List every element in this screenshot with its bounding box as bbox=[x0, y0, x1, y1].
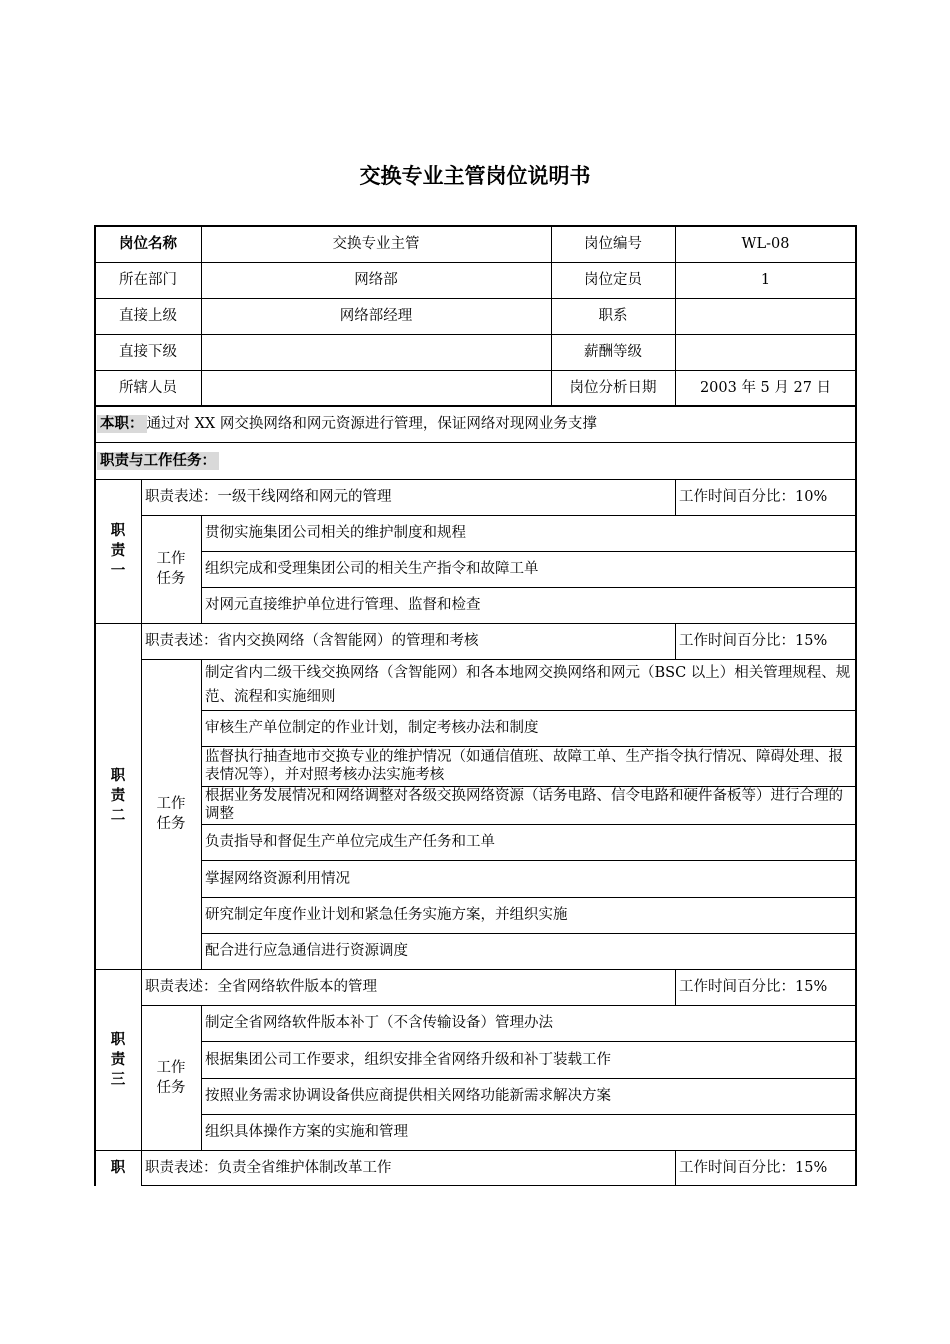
grid-line bbox=[95, 1150, 856, 1151]
duty-2-task-label: 工作 任务 bbox=[156, 796, 186, 832]
duty-3-task-2: 根据集团公司工作要求，组织安排全省网络升级和补丁装载工作 bbox=[205, 1051, 611, 1068]
duty-4-pct: 工作时间百分比：15% bbox=[679, 1160, 828, 1176]
series-label: 职系 bbox=[598, 308, 628, 324]
staff-value bbox=[201, 370, 551, 406]
analysis-date-label: 岗位分析日期 bbox=[569, 380, 657, 396]
subordinate-value bbox=[201, 334, 551, 370]
duty-2-label: 职 责 二 bbox=[110, 768, 126, 824]
duty-1-task-2: 组织完成和受理集团公司的相关生产指令和故障工单 bbox=[205, 561, 539, 577]
grid-line bbox=[201, 746, 856, 747]
grid-line bbox=[201, 1114, 856, 1115]
duty-2-task-4: 根据业务发展情况和网络调整对各级交换网络资源（话务电路、信令电路和硬件备板等）进行合理的调整 bbox=[205, 788, 843, 822]
job-code-label: 岗位编号 bbox=[584, 236, 642, 252]
page-title: 交换专业主管岗位说明书 bbox=[359, 164, 591, 188]
grid-line bbox=[141, 515, 856, 516]
grid-line bbox=[201, 1041, 856, 1042]
table-border-top bbox=[94, 225, 857, 227]
duties-header-row bbox=[95, 443, 856, 479]
duty-1-label: 职 责 一 bbox=[110, 523, 126, 579]
duty-3-desc: 职责表述：全省网络软件版本的管理 bbox=[145, 979, 377, 995]
duty-2-task-8: 配合进行应急通信进行资源调度 bbox=[205, 943, 408, 959]
grid-line bbox=[675, 623, 676, 659]
grid-line bbox=[201, 551, 856, 552]
grid-line bbox=[675, 226, 676, 406]
grid-line bbox=[95, 479, 856, 480]
grid-line bbox=[551, 226, 552, 406]
grid-line bbox=[201, 933, 856, 934]
analysis-date-value: 2003 年 5 月 27 日 bbox=[699, 380, 832, 396]
duty-2-desc: 职责表述：省内交换网络（含智能网）的管理和考核 bbox=[145, 633, 479, 649]
superior-label: 直接上级 bbox=[119, 308, 177, 324]
grid-line bbox=[95, 969, 856, 970]
pay-grade-value bbox=[675, 334, 856, 370]
duty-4-desc: 职责表述：负责全省维护体制改革工作 bbox=[145, 1160, 392, 1176]
grid-line bbox=[201, 587, 856, 588]
grid-line bbox=[141, 479, 142, 1186]
grid-line bbox=[95, 370, 856, 371]
grid-line bbox=[141, 1005, 856, 1006]
summary-row bbox=[95, 406, 856, 442]
duty-1-task-label: 工作 任务 bbox=[156, 551, 186, 587]
duty-3-task-3: 按照业务需求协调设备供应商提供相关网络功能新需求解决方案 bbox=[205, 1088, 611, 1104]
duty-4-label: 职 bbox=[110, 1160, 126, 1176]
series-value bbox=[675, 298, 856, 334]
dept-label: 所在部门 bbox=[119, 272, 177, 288]
duties-header: 职责与工作任务： bbox=[97, 452, 219, 470]
grid-line bbox=[141, 659, 856, 660]
headcount-value: 1 bbox=[760, 272, 771, 288]
grid-line bbox=[201, 515, 202, 623]
grid-line bbox=[201, 824, 856, 825]
dept-value: 网络部 bbox=[354, 272, 398, 288]
grid-line bbox=[95, 262, 856, 263]
grid-line bbox=[201, 659, 202, 969]
pay-grade-label: 薪酬等级 bbox=[584, 344, 642, 360]
job-name-value: 交换专业主管 bbox=[332, 236, 420, 252]
grid-line bbox=[675, 1150, 676, 1186]
duty-2-task-3: 监督执行抽查地市交换专业的维护情况（如通信值班、故障工单、生产指令执行情况、障碍处理、报表情况等），并对照考核办法实施考核 bbox=[205, 749, 843, 783]
grid-line bbox=[201, 226, 202, 406]
duty-1-task-1: 贯彻实施集团公司相关的维护制度和规程 bbox=[205, 525, 466, 541]
grid-line bbox=[95, 405, 856, 407]
duty-2-pct: 工作时间百分比：15% bbox=[679, 633, 828, 649]
duty-3-task-4: 组织具体操作方案的实施和管理 bbox=[205, 1124, 408, 1140]
grid-line bbox=[201, 860, 856, 861]
duty-2-task-1: 制定省内二级干线交换网络（含智能网）和各本地网交换网络和网元（BSC 以上）相关管理规程、规范、流程和实施细则 bbox=[205, 665, 851, 705]
duty-1-task-3: 对网元直接维护单位进行管理、监督和检查 bbox=[205, 597, 481, 613]
grid-line bbox=[95, 442, 856, 443]
grid-line bbox=[675, 479, 676, 515]
summary-label: 本职： bbox=[97, 415, 147, 433]
summary-text: 通过对 XX 网交换网络和网元资源进行管理，保证网络对现网业务支撑 bbox=[146, 416, 597, 432]
duty-3-label: 职 责 三 bbox=[110, 1031, 126, 1088]
grid-line bbox=[95, 334, 856, 335]
headcount-label: 岗位定员 bbox=[584, 272, 642, 288]
subordinate-label: 直接下级 bbox=[119, 344, 177, 360]
duty-3-task-label: 工作 任务 bbox=[156, 1059, 186, 1096]
duty-3-task-1: 制定全省网络软件版本补丁（不含传输设备）管理办法 bbox=[205, 1015, 553, 1031]
duty-1-desc: 职责表述：一级干线网络和网元的管理 bbox=[145, 489, 392, 505]
job-code-value: WL-08 bbox=[741, 236, 790, 252]
grid-line bbox=[95, 298, 856, 299]
grid-line bbox=[201, 710, 856, 711]
superior-value: 网络部经理 bbox=[339, 308, 413, 324]
duty-2-task-6: 掌握网络资源利用情况 bbox=[205, 870, 350, 887]
duty-1-pct: 工作时间百分比：10% bbox=[679, 489, 828, 505]
grid-line bbox=[201, 897, 856, 898]
duty-2-task-7: 研究制定年度作业计划和紧急任务实施方案，并组织实施 bbox=[205, 907, 568, 923]
grid-line bbox=[141, 1185, 856, 1186]
duty-2-task-5: 负责指导和督促生产单位完成生产任务和工单 bbox=[205, 834, 495, 850]
job-name-label: 岗位名称 bbox=[119, 236, 177, 252]
duty-2-task-2: 审核生产单位制定的作业计划，制定考核办法和制度 bbox=[205, 720, 539, 736]
duty-3-pct: 工作时间百分比：15% bbox=[679, 979, 828, 995]
grid-line bbox=[201, 1078, 856, 1079]
grid-line bbox=[95, 623, 856, 624]
staff-label: 所辖人员 bbox=[119, 380, 177, 396]
grid-line bbox=[201, 786, 856, 787]
grid-line bbox=[675, 969, 676, 1005]
